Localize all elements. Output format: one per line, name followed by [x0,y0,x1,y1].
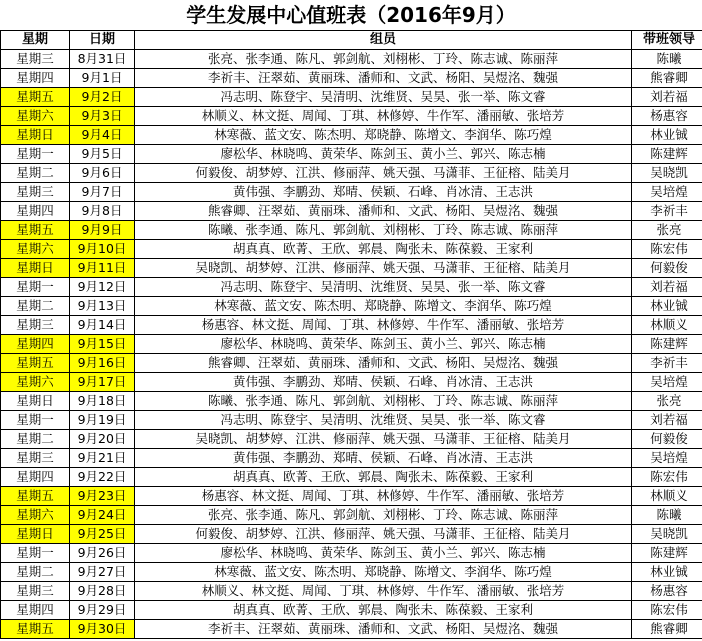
cell-date: 9月22日 [70,468,135,487]
table-row [1,468,702,487]
cell-day: 星期四 [1,69,70,88]
cell-date: 9月5日 [70,145,135,164]
cell-date: 9月20日 [70,430,135,449]
cell-date: 9月25日 [70,525,135,544]
cell-day: 星期一 [1,411,70,430]
table-row [1,373,702,392]
table-row [1,544,702,563]
table-row [1,88,702,107]
cell-day: 星期日 [1,392,70,411]
cell-day: 星期三 [1,582,70,601]
cell-day: 星期四 [1,202,70,221]
cell-day: 星期六 [1,240,70,259]
table-row [1,620,702,639]
cell-members: 吴晓凯、胡梦婷、江洪、修丽萍、姚天强、马潇菲、王征榕、陆美月 [135,430,632,449]
cell-date: 9月13日 [70,297,135,316]
table-row [1,259,702,278]
header-date: 日期 [70,31,135,50]
table-header-row [1,31,702,50]
cell-leader: 何毅俊 [632,259,702,278]
table-row [1,69,702,88]
cell-leader: 陈宏伟 [632,468,702,487]
cell-day: 星期一 [1,145,70,164]
cell-leader: 陈宏伟 [632,240,702,259]
cell-members: 张亮、张李通、陈凡、郭剑航、刘栩彬、丁玲、陈志诚、陈丽萍 [135,50,632,69]
table-row [1,563,702,582]
table-row [1,582,702,601]
cell-day: 星期三 [1,50,70,69]
table-row [1,506,702,525]
cell-date: 9月1日 [70,69,135,88]
cell-leader: 张亮 [632,221,702,240]
table-row [1,354,702,373]
cell-leader: 刘若福 [632,88,702,107]
cell-date: 9月19日 [70,411,135,430]
header-members: 组员 [135,31,632,50]
cell-members: 廖松华、林晓鸣、黄荣华、陈剑玉、黄小兰、郭兴、陈志楠 [135,145,632,164]
header-leader: 带班领导 [632,31,702,50]
cell-leader: 熊睿卿 [632,620,702,639]
duty-table [0,30,702,639]
table-row [1,221,702,240]
table-body [1,50,702,639]
cell-members: 陈曦、张李通、陈凡、郭剑航、刘栩彬、丁玲、陈志诚、陈丽萍 [135,392,632,411]
cell-day: 星期四 [1,468,70,487]
cell-members: 胡真真、欧菁、王欣、郭晨、陶张未、陈葆毅、王家利 [135,601,632,620]
cell-day: 星期五 [1,354,70,373]
cell-leader: 吴培煌 [632,183,702,202]
cell-members: 冯志明、陈登宇、吴清明、沈维贤、吴昊、张一举、陈文睿 [135,278,632,297]
cell-date: 9月30日 [70,620,135,639]
cell-members: 吴晓凯、胡梦婷、江洪、修丽萍、姚天强、马潇菲、王征榕、陆美月 [135,259,632,278]
cell-leader: 吴晓凯 [632,164,702,183]
table-row [1,278,702,297]
table-row [1,449,702,468]
cell-members: 熊睿卿、汪翠茹、黄丽珠、潘师和、文武、杨阳、吴煜洺、魏强 [135,202,632,221]
cell-day: 星期一 [1,544,70,563]
cell-day: 星期五 [1,487,70,506]
cell-date: 9月8日 [70,202,135,221]
cell-members: 胡真真、欧菁、王欣、郭晨、陶张未、陈葆毅、王家利 [135,240,632,259]
cell-leader: 林顺义 [632,316,702,335]
cell-members: 杨惠容、林文挺、周闻、丁琪、林修婷、牛作军、潘丽敏、张培芳 [135,487,632,506]
cell-date: 9月18日 [70,392,135,411]
cell-members: 冯志明、陈登宇、吴清明、沈维贤、吴昊、张一举、陈文睿 [135,411,632,430]
cell-day: 星期四 [1,335,70,354]
cell-members: 黄伟强、李鹏劲、郑晴、侯颖、石峰、肖冰清、王志洪 [135,449,632,468]
cell-day: 星期二 [1,164,70,183]
cell-members: 冯志明、陈登宇、吴清明、沈维贤、吴昊、张一举、陈文睿 [135,88,632,107]
cell-day: 星期日 [1,525,70,544]
cell-day: 星期日 [1,259,70,278]
cell-date: 9月14日 [70,316,135,335]
cell-day: 星期三 [1,316,70,335]
cell-leader: 吴培煌 [632,373,702,392]
cell-members: 黄伟强、李鹏劲、郑晴、侯颖、石峰、肖冰清、王志洪 [135,183,632,202]
cell-leader: 李祈丰 [632,354,702,373]
table-row [1,202,702,221]
table-row [1,145,702,164]
table-row [1,392,702,411]
cell-date: 9月10日 [70,240,135,259]
table-row [1,126,702,145]
cell-date: 9月12日 [70,278,135,297]
cell-leader: 陈曦 [632,50,702,69]
cell-date: 9月27日 [70,563,135,582]
cell-date: 9月3日 [70,107,135,126]
table-row [1,297,702,316]
cell-members: 林顺义、林文挺、周闻、丁琪、林修婷、牛作军、潘丽敏、张培芳 [135,582,632,601]
cell-day: 星期一 [1,278,70,297]
cell-members: 林寒薇、蓝文安、陈杰明、郑晓静、陈增文、李润华、陈巧煌 [135,563,632,582]
cell-members: 廖松华、林晓鸣、黄荣华、陈剑玉、黄小兰、郭兴、陈志楠 [135,335,632,354]
cell-day: 星期六 [1,107,70,126]
cell-date: 9月7日 [70,183,135,202]
cell-day: 星期三 [1,449,70,468]
cell-leader: 吴培煌 [632,449,702,468]
table-row [1,107,702,126]
cell-members: 何毅俊、胡梦婷、江洪、修丽萍、姚天强、马潇菲、王征榕、陆美月 [135,525,632,544]
cell-date: 9月24日 [70,506,135,525]
cell-date: 8月31日 [70,50,135,69]
cell-leader: 刘若福 [632,278,702,297]
cell-members: 林寒薇、蓝文安、陈杰明、郑晓静、陈增文、李润华、陈巧煌 [135,126,632,145]
cell-date: 9月21日 [70,449,135,468]
cell-day: 星期六 [1,506,70,525]
cell-leader: 刘若福 [632,411,702,430]
cell-day: 星期五 [1,221,70,240]
cell-day: 星期六 [1,373,70,392]
cell-date: 9月9日 [70,221,135,240]
cell-members: 陈曦、张李通、陈凡、郭剑航、刘栩彬、丁玲、陈志诚、陈丽萍 [135,221,632,240]
cell-leader: 林业铖 [632,297,702,316]
cell-members: 李祈丰、汪翠茹、黄丽珠、潘师和、文武、杨阳、吴煜洺、魏强 [135,620,632,639]
cell-leader: 杨惠容 [632,582,702,601]
cell-date: 9月4日 [70,126,135,145]
table-row [1,183,702,202]
cell-date: 9月29日 [70,601,135,620]
cell-leader: 陈建辉 [632,544,702,563]
cell-day: 星期四 [1,601,70,620]
cell-members: 熊睿卿、汪翠茹、黄丽珠、潘师和、文武、杨阳、吴煜洺、魏强 [135,354,632,373]
table-row [1,50,702,69]
cell-date: 9月23日 [70,487,135,506]
cell-date: 9月2日 [70,88,135,107]
cell-members: 黄伟强、李鹏劲、郑晴、侯颖、石峰、肖冰清、王志洪 [135,373,632,392]
cell-leader: 林业铖 [632,563,702,582]
cell-leader: 张亮 [632,392,702,411]
cell-day: 星期二 [1,297,70,316]
cell-members: 李祈丰、汪翠茹、黄丽珠、潘师和、文武、杨阳、吴煜洺、魏强 [135,69,632,88]
table-row [1,316,702,335]
cell-leader: 陈宏伟 [632,601,702,620]
table-row [1,525,702,544]
cell-day: 星期五 [1,620,70,639]
cell-leader: 吴晓凯 [632,525,702,544]
table-row [1,487,702,506]
table-row [1,335,702,354]
cell-date: 9月16日 [70,354,135,373]
page-title: 学生发展中心值班表（2016年9月） [186,3,516,27]
cell-leader: 陈建辉 [632,335,702,354]
table-row [1,240,702,259]
cell-date: 9月17日 [70,373,135,392]
cell-day: 星期二 [1,563,70,582]
cell-leader: 陈建辉 [632,145,702,164]
cell-leader: 李祈丰 [632,202,702,221]
cell-leader: 陈曦 [632,506,702,525]
cell-date: 9月11日 [70,259,135,278]
table-row [1,601,702,620]
cell-day: 星期五 [1,88,70,107]
table-row [1,411,702,430]
cell-members: 廖松华、林晓鸣、黄荣华、陈剑玉、黄小兰、郭兴、陈志楠 [135,544,632,563]
cell-day: 星期二 [1,430,70,449]
cell-leader: 熊睿卿 [632,69,702,88]
cell-members: 何毅俊、胡梦婷、江洪、修丽萍、姚天强、马潇菲、王征榕、陆美月 [135,164,632,183]
cell-leader: 杨惠容 [632,107,702,126]
cell-members: 张亮、张李通、陈凡、郭剑航、刘栩彬、丁玲、陈志诚、陈丽萍 [135,506,632,525]
cell-day: 星期日 [1,126,70,145]
cell-members: 林顺义、林文挺、周闻、丁琪、林修婷、牛作军、潘丽敏、张培芳 [135,107,632,126]
cell-leader: 林顺义 [632,487,702,506]
cell-members: 林寒薇、蓝文安、陈杰明、郑晓静、陈增文、李润华、陈巧煌 [135,297,632,316]
cell-leader: 林业铖 [632,126,702,145]
cell-date: 9月6日 [70,164,135,183]
cell-day: 星期三 [1,183,70,202]
cell-date: 9月28日 [70,582,135,601]
table-row [1,430,702,449]
header-day: 星期 [1,31,70,50]
cell-leader: 何毅俊 [632,430,702,449]
cell-date: 9月15日 [70,335,135,354]
table-row [1,164,702,183]
cell-members: 胡真真、欧菁、王欣、郭晨、陶张未、陈葆毅、王家利 [135,468,632,487]
cell-members: 杨惠容、林文挺、周闻、丁琪、林修婷、牛作军、潘丽敏、张培芳 [135,316,632,335]
cell-date: 9月26日 [70,544,135,563]
